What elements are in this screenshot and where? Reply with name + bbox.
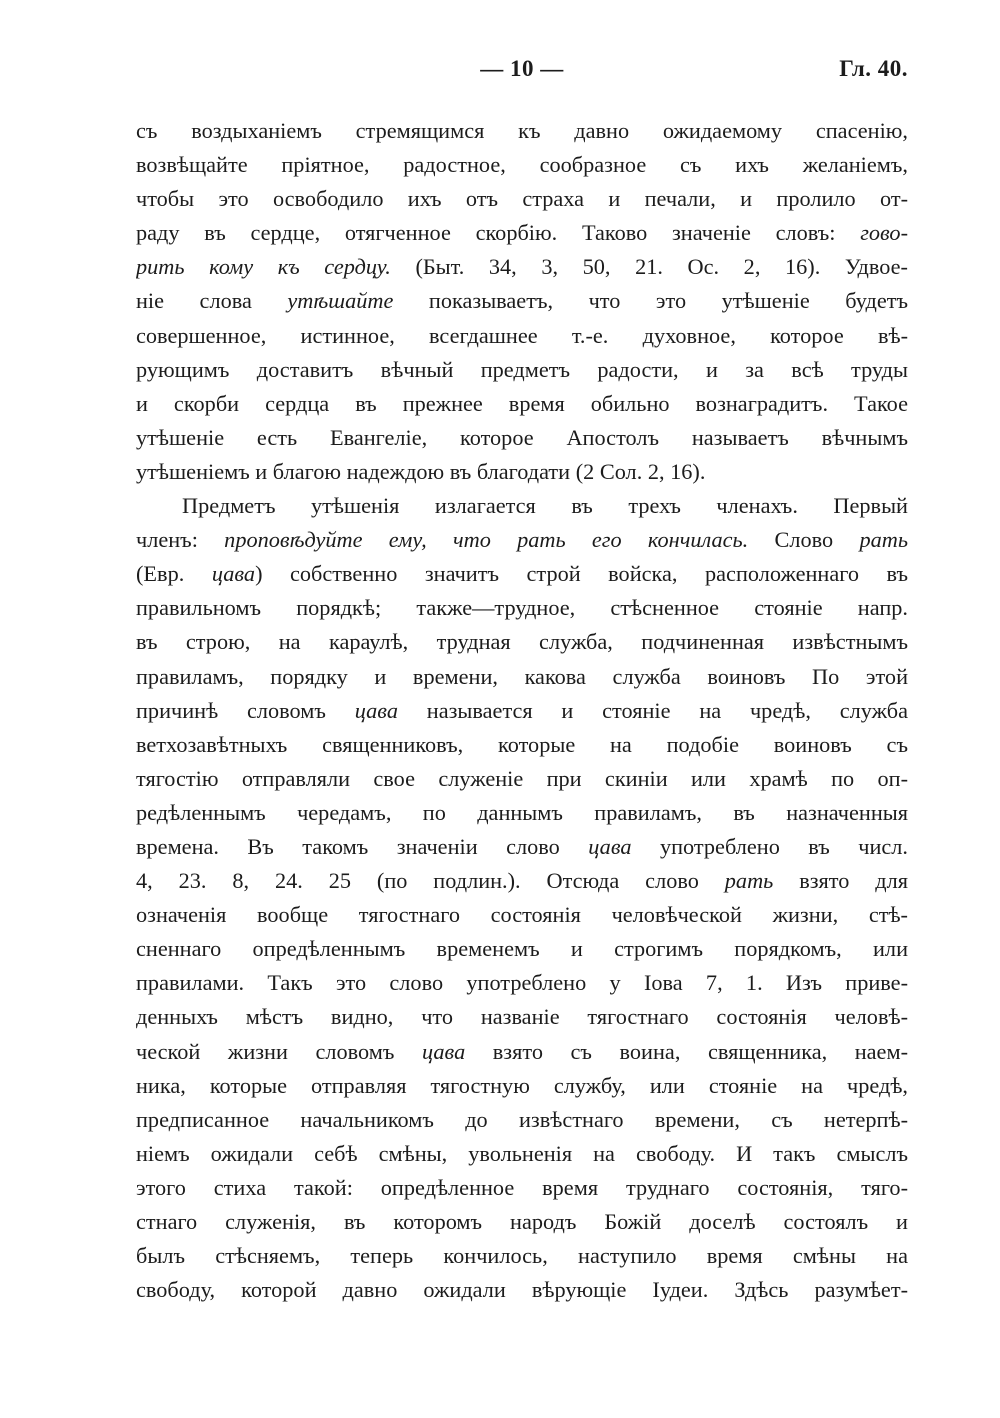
text-segment: 4, 23. 8, 24. 25 (по подлин.). Отсюда слово (136, 868, 725, 894)
text-line (136, 421, 908, 455)
text-line (136, 1103, 908, 1137)
text-segment: взято для (773, 868, 908, 894)
text-segment: съ воздыханіемъ стремящимся къ давно ожидаемому спасенію, (136, 118, 908, 143)
text-line (136, 1273, 908, 1307)
text-segment: чтобы это освободило ихъ отъ страха и печали, и пролило от- (136, 186, 908, 212)
text-segment: сненнаго опредѣленнымъ временемъ и строгимъ порядкомъ, или (136, 936, 908, 962)
text-segment: правилами. Такъ это слово употреблено у Іова 7, 1. Изъ приве- (136, 970, 908, 996)
text-segment: (Евр. (136, 561, 212, 587)
text-segment: (Быт. 34, 3, 50, 21. Ос. 2, 16). Удвое- (390, 254, 908, 280)
text-line (136, 250, 908, 284)
text-line (136, 966, 908, 1000)
text-line (136, 489, 908, 523)
italic-text: утѣшайте (287, 288, 394, 314)
text-segment: ніе слова (136, 288, 288, 314)
text-segment: членъ: (136, 527, 225, 553)
text-segment: ніемъ ожидали себѣ смѣны, увольненія на свободу. И такъ смыслъ (136, 1140, 908, 1166)
text-line (136, 796, 908, 830)
italic-text: рать (859, 527, 908, 553)
text-segment: утѣшеніе есть Евангеліе, которое Апостолъ называетъ вѣчнымъ (136, 424, 908, 450)
text-line (136, 932, 908, 966)
text-segment: утѣшеніемъ и благою надеждою въ благодати (2 Сол. 2, 16). (136, 458, 706, 484)
text-line (136, 353, 908, 387)
text-segment: Предметъ утѣшенія излагается въ трехъ членахъ. Первый (182, 493, 908, 519)
text-line (136, 1137, 908, 1171)
text-line (136, 694, 908, 728)
text-line (136, 114, 908, 148)
text-segment: этого стиха такой: опредѣленное время труднаго состоянія, тяго- (136, 1174, 908, 1200)
text-segment: тягостію отправляли свое служеніе при скиніи или храмѣ по оп- (136, 765, 908, 791)
text-line (136, 1069, 908, 1103)
text-segment: Слово (748, 527, 860, 553)
text-segment: ника, которые отправляя тягостную службу, или стояніе на чредѣ, (136, 1072, 908, 1098)
text-segment: правиламъ, порядку и времени, какова служба воиновъ По этой (136, 663, 908, 689)
text-segment: и скорби сердца въ прежнее время обильно вознаградитъ. Такое (136, 390, 908, 416)
text-segment: денныхъ мѣстъ видно, что названіе тягостнаго состоянія человѣ- (136, 1004, 908, 1030)
italic-text: цава (211, 561, 256, 587)
italic-text: проповѣдуйте ему, что рать его кончилась. (224, 527, 749, 553)
text-line (136, 898, 908, 932)
text-line (136, 830, 908, 864)
text-line (136, 182, 908, 216)
text-line (136, 523, 908, 557)
text-line (136, 1205, 908, 1239)
text-line (136, 387, 908, 421)
text-line (136, 625, 908, 659)
text-segment: совершенное, истинное, всегдашнее т.-е. духовное, которое вѣ- (136, 322, 908, 348)
text-line (136, 148, 908, 182)
text-segment: предписанное начальникомъ до извѣстнаго времени, съ нетерпѣ- (136, 1106, 908, 1132)
text-line (136, 762, 908, 796)
text-line (136, 319, 908, 353)
text-line (136, 557, 908, 591)
italic-text: рать (724, 868, 774, 894)
text-line (136, 728, 908, 762)
text-segment: свободу, которой давно ожидали вѣрующіе Іудеи. Здѣсь разумѣет- (136, 1277, 908, 1303)
text-segment: рующимъ доставитъ вѣчный предметъ радости, и за всѣ труды (136, 356, 908, 382)
text-line (136, 660, 908, 694)
text-segment: означенія вообще тягостнаго состоянія человѣческой жизни, стѣ- (136, 902, 908, 928)
text-segment: причинѣ словомъ (136, 697, 355, 723)
text-line (136, 1239, 908, 1273)
text-segment: показываетъ, что это утѣшеніе будетъ (393, 288, 908, 314)
text-segment: ветхозавѣтныхъ священниковъ, которые на подобіе воиновъ съ (136, 731, 908, 757)
text-segment: правильномъ порядкѣ; также—трудное, стѣсненное стояніе напр. (136, 595, 908, 621)
text-segment: стнаго служенія, въ которомъ народъ Божій доселѣ состоялъ и (136, 1209, 908, 1234)
text-segment: называется и стояніе на чредѣ, служба (397, 697, 908, 723)
italic-text: цава (588, 833, 632, 859)
text-line (136, 1035, 908, 1069)
page-header (136, 56, 908, 86)
text-segment: былъ стѣсняемъ, теперь кончилось, наступило время смѣны на (136, 1243, 908, 1269)
text-segment: въ строю, на караулѣ, трудная служба, подчиненная извѣстнымъ (136, 629, 908, 655)
text-line (136, 455, 908, 489)
italic-text: цава (354, 697, 398, 723)
body-text (136, 114, 908, 1307)
italic-text: цава (421, 1038, 466, 1064)
text-segment: ) собственно значитъ строй войска, расположеннаго въ (255, 561, 908, 587)
text-line (136, 591, 908, 625)
text-segment: употреблено въ числ. (631, 833, 908, 859)
chapter-label: Гл. 40. (839, 56, 908, 81)
text-segment: возвѣщайте пріятное, радостное, сообразное съ ихъ желаніемъ, (136, 152, 908, 178)
text-segment: редѣленнымъ чередамъ, по даннымъ правиламъ, въ назначенныя (136, 799, 908, 825)
text-segment: раду въ сердце, отягченное скорбію. Таково значеніе словъ: (136, 220, 861, 246)
text-segment: ческой жизни словомъ (136, 1038, 422, 1064)
page-number: — 10 — (480, 56, 564, 81)
italic-text: рить кому къ сердцу. (136, 254, 391, 280)
text-line (136, 284, 908, 318)
text-line (136, 864, 908, 898)
text-line (136, 1000, 908, 1034)
italic-text: гово- (860, 220, 908, 246)
text-line (136, 1171, 908, 1205)
text-segment: времена. Въ такомъ значеніи слово (136, 833, 589, 859)
text-line (136, 216, 908, 250)
text-segment: взято съ воина, священника, наем- (465, 1038, 908, 1064)
